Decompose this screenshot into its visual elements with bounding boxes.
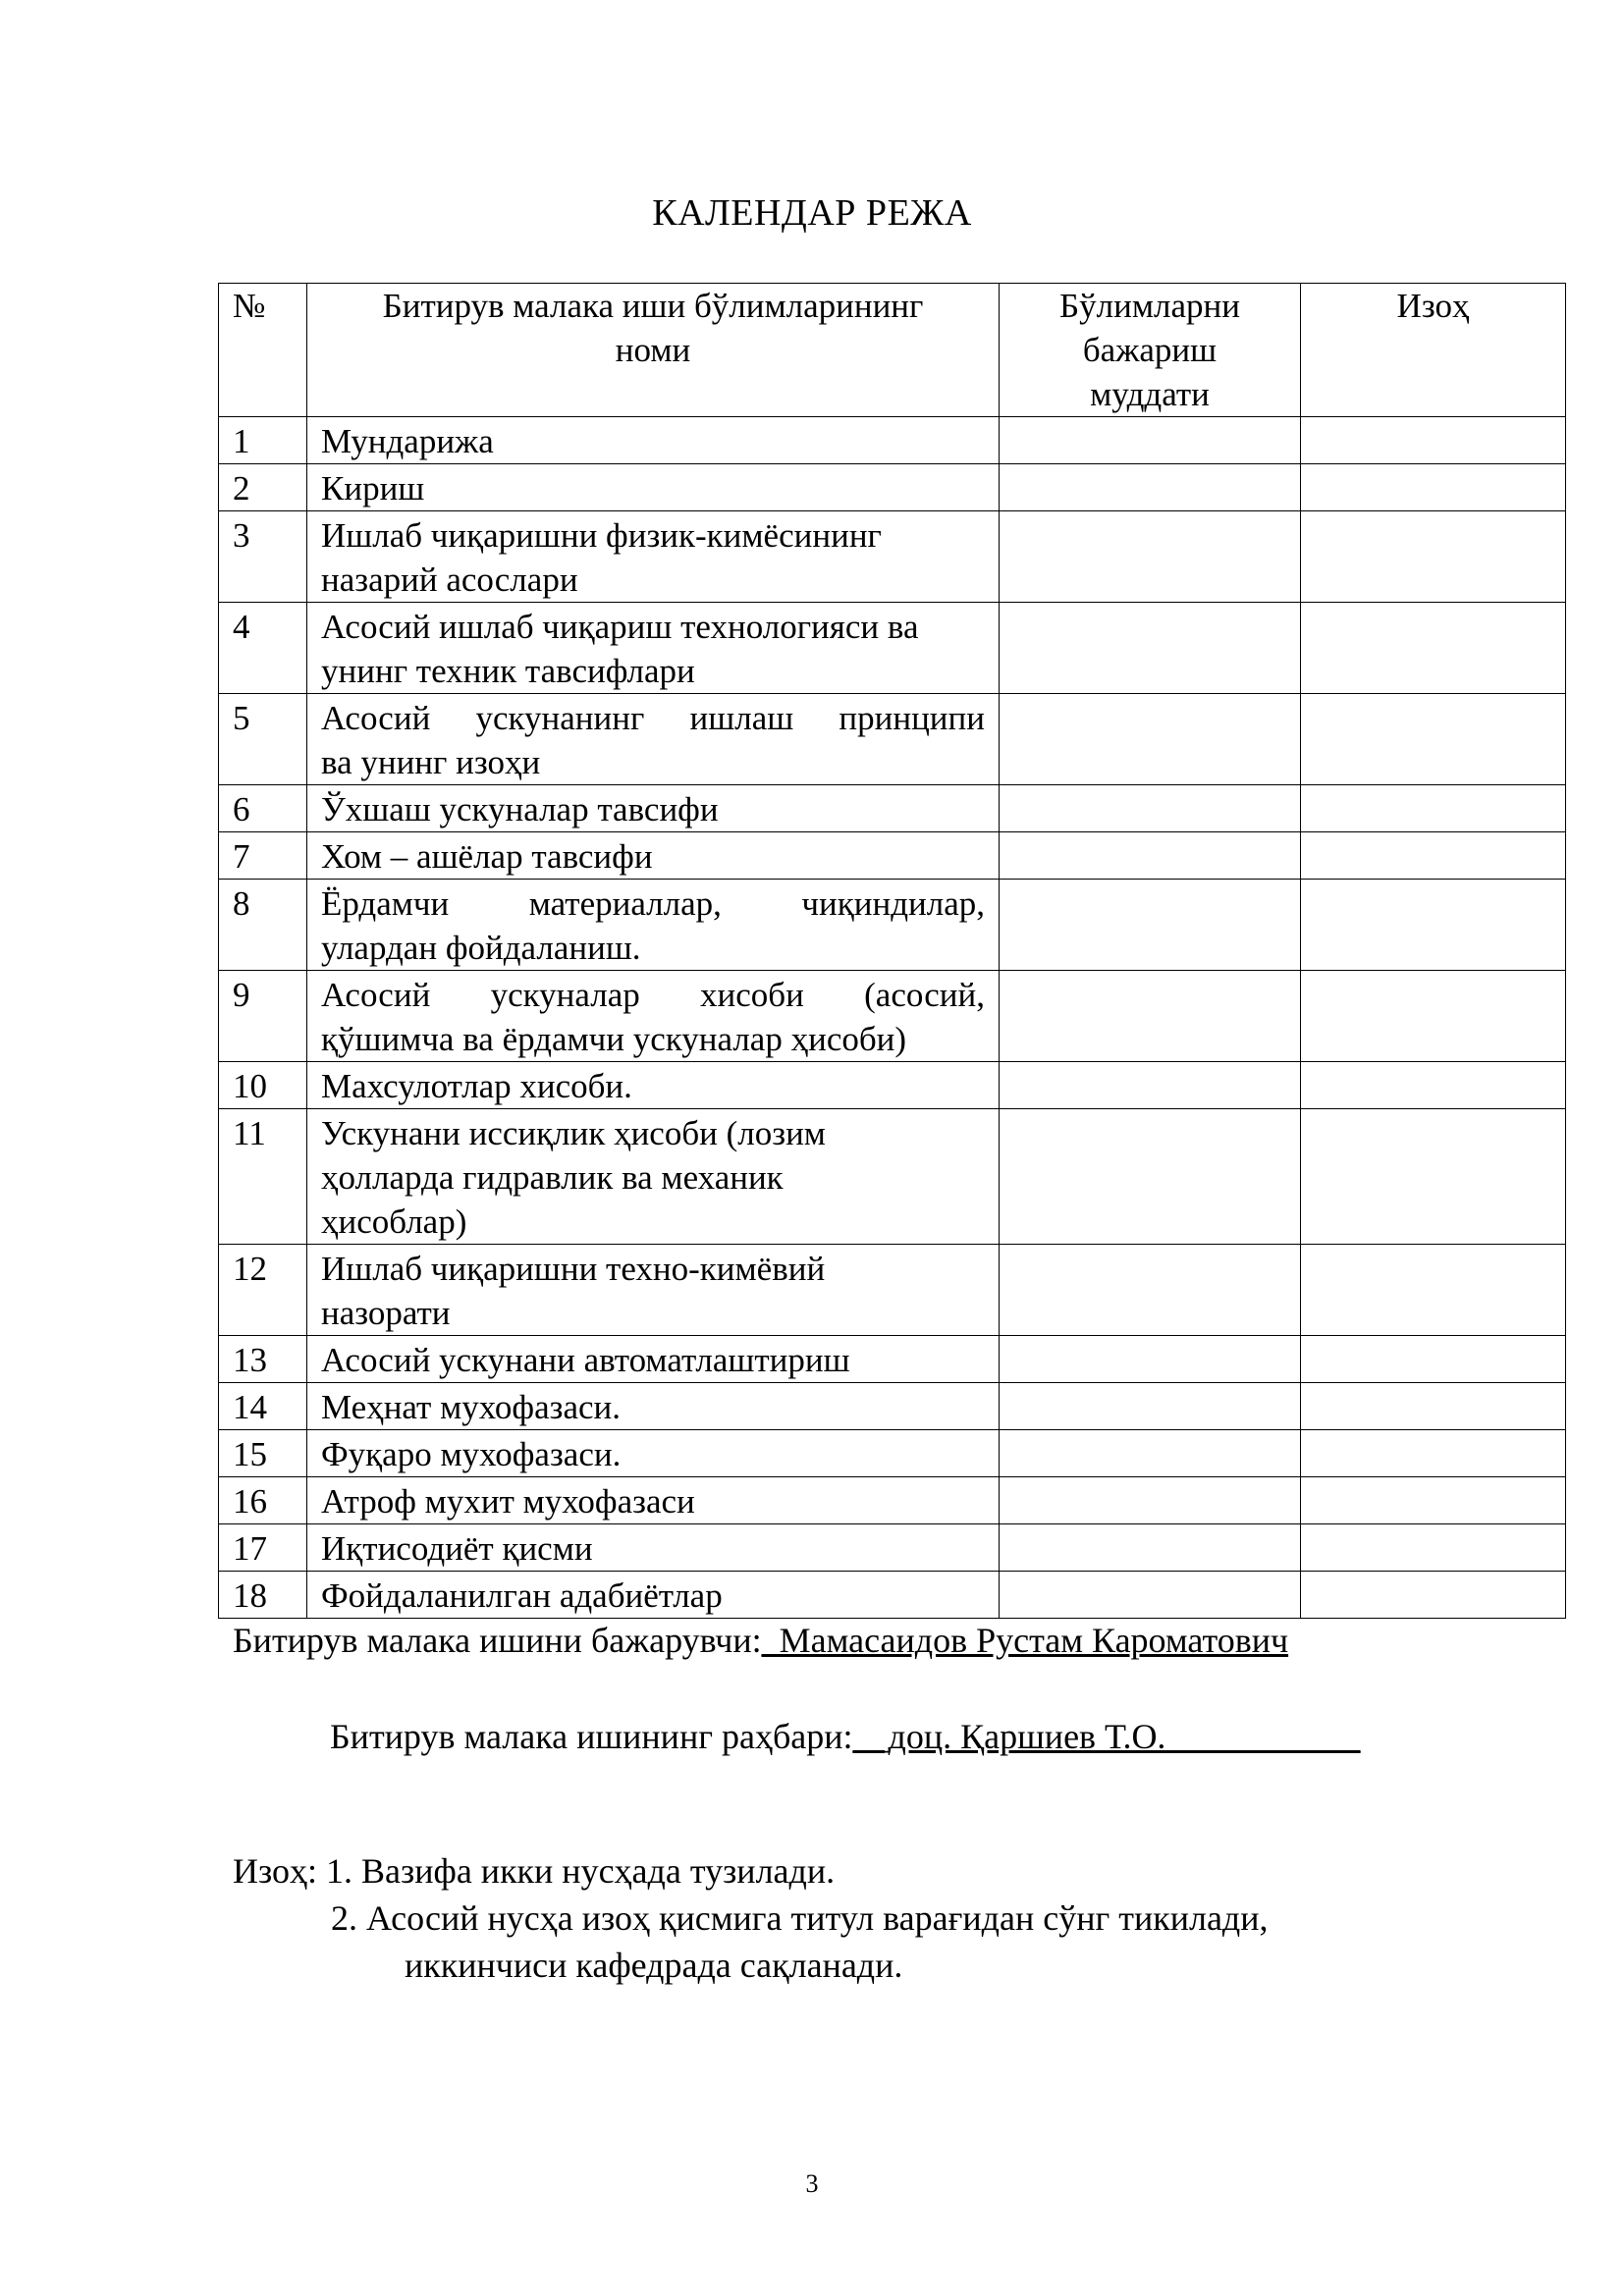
page-number: 3 [805, 2169, 819, 2198]
row-note-cell [1301, 1245, 1566, 1336]
row-section-name: Иқтисодиёт қисми [307, 1524, 1000, 1572]
row-deadline-cell [1000, 971, 1301, 1062]
row-number: 14 [219, 1383, 307, 1430]
header-deadline: Бўлимларни бажариш муддати [1000, 284, 1301, 417]
row-note-cell [1301, 511, 1566, 603]
row-section-name: Хом – ашёлар тавсифи [307, 832, 1000, 880]
row-number: 15 [219, 1430, 307, 1477]
row-deadline-cell [1000, 1245, 1301, 1336]
row-section-name: Кириш [307, 464, 1000, 511]
table-row [219, 1572, 1566, 1619]
row-section-name [307, 971, 1000, 1062]
row-section-name: Мундарижа [307, 417, 1000, 464]
notes-line-1 [233, 1847, 835, 1895]
supervisor-label: Битирув малака ишининг раҳбари: [330, 1717, 853, 1756]
row-deadline-cell [1000, 785, 1301, 832]
row-deadline-cell [1000, 1572, 1301, 1619]
table-row [219, 1062, 1566, 1109]
table-row [219, 971, 1566, 1062]
row-deadline-cell [1000, 1383, 1301, 1430]
table-row [219, 603, 1566, 694]
row-note-cell [1301, 785, 1566, 832]
table-row [219, 880, 1566, 971]
row-deadline-cell [1000, 464, 1301, 511]
row-note-cell [1301, 1572, 1566, 1619]
header-number: № [219, 284, 307, 417]
table-row [219, 832, 1566, 880]
notes-label: Изоҳ: [233, 1851, 318, 1891]
table-row [219, 1477, 1566, 1524]
row-deadline-cell [1000, 1430, 1301, 1477]
row-note-cell [1301, 971, 1566, 1062]
row-section-name-line2: ва унинг изоҳи [321, 743, 541, 781]
table-row [219, 417, 1566, 464]
row-number: 12 [219, 1245, 307, 1336]
row-note-cell [1301, 603, 1566, 694]
row-note-cell [1301, 1477, 1566, 1524]
row-note-cell [1301, 694, 1566, 785]
table-row [219, 1524, 1566, 1572]
row-number: 18 [219, 1572, 307, 1619]
row-section-name: Ишлаб чиқаришни техно-кимёвий назорати [307, 1245, 1000, 1336]
row-note-cell [1301, 1430, 1566, 1477]
performer-line [233, 1620, 1288, 1661]
row-note-cell [1301, 1524, 1566, 1572]
row-deadline-cell [1000, 511, 1301, 603]
header-section-name: Битирув малака иши бўлимларининг номи [307, 284, 1000, 417]
row-number: 4 [219, 603, 307, 694]
table-row [219, 1383, 1566, 1430]
row-note-cell [1301, 1383, 1566, 1430]
row-section-name-line2: қўшимча ва ёрдамчи ускуналар ҳисоби) [321, 1020, 907, 1058]
row-number: 9 [219, 971, 307, 1062]
note-item-1: 1. Вазифа икки нусҳада тузилади. [326, 1851, 836, 1891]
row-note-cell [1301, 880, 1566, 971]
table-row [219, 1430, 1566, 1477]
row-number: 7 [219, 832, 307, 880]
row-number: 17 [219, 1524, 307, 1572]
row-deadline-cell [1000, 1109, 1301, 1245]
row-section-name: Асосий ишлаб чиқариш технологияси ва унинг техник тавсифлари [307, 603, 1000, 694]
row-section-name [307, 880, 1000, 971]
row-section-name [307, 694, 1000, 785]
row-note-cell [1301, 1062, 1566, 1109]
row-section-name-line1: Асосий ускунанинг ишлаш принципи [321, 699, 985, 737]
row-deadline-cell [1000, 417, 1301, 464]
row-section-name: Фойдаланилган адабиётлар [307, 1572, 1000, 1619]
row-number: 10 [219, 1062, 307, 1109]
row-note-cell [1301, 464, 1566, 511]
performer-label: Битирув малака ишини бажарувчи: [233, 1621, 762, 1660]
row-note-cell [1301, 1336, 1566, 1383]
row-deadline-cell [1000, 1477, 1301, 1524]
supervisor-signature-blank: ___________ [1165, 1717, 1361, 1756]
row-number: 5 [219, 694, 307, 785]
row-number: 6 [219, 785, 307, 832]
page-title: КАЛЕНДАР РЕЖА [652, 192, 972, 234]
row-note-cell [1301, 1109, 1566, 1245]
row-number: 1 [219, 417, 307, 464]
row-deadline-cell [1000, 1524, 1301, 1572]
supervisor-name: __доц. Қаршиев Т.О. [852, 1717, 1166, 1756]
row-deadline-cell [1000, 1336, 1301, 1383]
row-deadline-cell [1000, 880, 1301, 971]
row-deadline-cell [1000, 603, 1301, 694]
row-deadline-cell [1000, 832, 1301, 880]
row-number: 8 [219, 880, 307, 971]
row-section-name: Атроф мухит мухофазаси [307, 1477, 1000, 1524]
row-section-name-line2: улардан фойдаланиш. [321, 929, 641, 967]
performer-name: _Мамасаидов Рустам Кароматович [761, 1621, 1289, 1660]
row-note-cell [1301, 832, 1566, 880]
row-section-name: Ўхшаш ускуналар тавсифи [307, 785, 1000, 832]
row-deadline-cell [1000, 694, 1301, 785]
row-number: 13 [219, 1336, 307, 1383]
table-row [219, 464, 1566, 511]
header-note: Изоҳ [1301, 284, 1566, 417]
note-item-2: 2. Асосий нусҳа изоҳ қисмига титул варағидан сўнг тикилади, [331, 1898, 1269, 1938]
row-deadline-cell [1000, 1062, 1301, 1109]
row-section-name: Ишлаб чиқаришни физик-кимёсининг назарий асослари [307, 511, 1000, 603]
supervisor-line [330, 1716, 1360, 1757]
row-note-cell [1301, 417, 1566, 464]
table-row [219, 694, 1566, 785]
row-section-name-line1: Ёрдамчи материаллар, чиқиндилар, [321, 884, 985, 923]
row-section-name: Махсулотлар хисоби. [307, 1062, 1000, 1109]
table-row [219, 1336, 1566, 1383]
table-row [219, 511, 1566, 603]
table-header-row [219, 284, 1566, 417]
row-number: 2 [219, 464, 307, 511]
row-section-name-line1: Асосий ускуналар хисоби (асосий, [321, 976, 985, 1014]
row-section-name: Фуқаро мухофазаси. [307, 1430, 1000, 1477]
row-section-name: Меҳнат мухофазаси. [307, 1383, 1000, 1430]
row-number: 3 [219, 511, 307, 603]
row-section-name: Асосий ускунани автоматлаштириш [307, 1336, 1000, 1383]
note-item-2-continuation: иккинчиси кафедрада сақланади. [405, 1946, 903, 1985]
row-section-name: Ускунани иссиқлик ҳисоби (лозим ҳолларда гидравлик ва механик ҳисоблар) [307, 1109, 1000, 1245]
calendar-plan-table [218, 283, 1566, 1619]
table-row [219, 785, 1566, 832]
table-row [219, 1109, 1566, 1245]
row-number: 16 [219, 1477, 307, 1524]
table-row [219, 1245, 1566, 1336]
row-number: 11 [219, 1109, 307, 1245]
